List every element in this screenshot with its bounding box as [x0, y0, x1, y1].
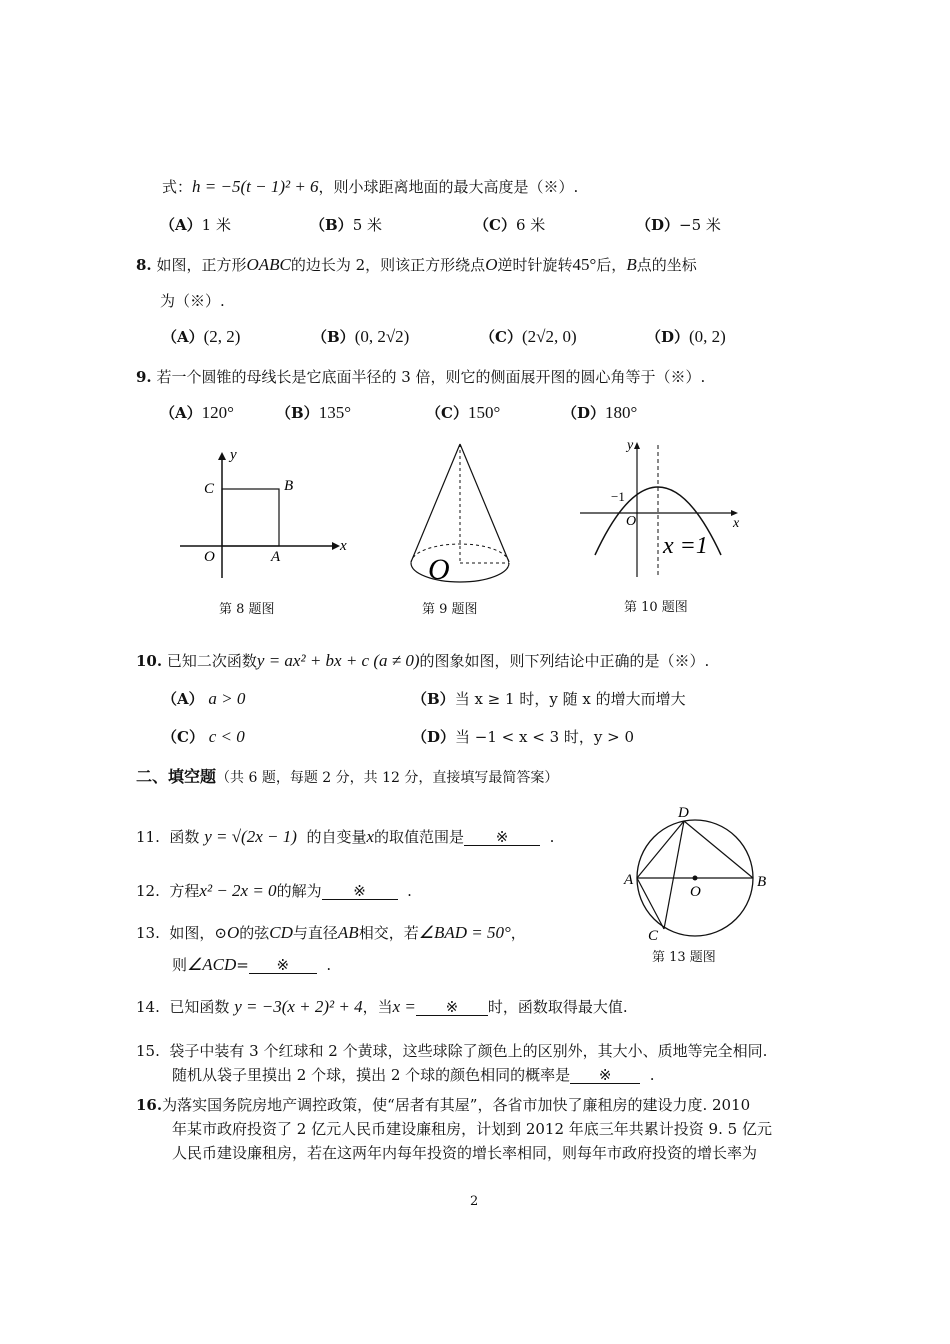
- fig13-caption: 第 13 题图: [652, 950, 716, 965]
- fig9-caption: 第 9 题图: [422, 602, 478, 617]
- q14-blank: ※: [416, 999, 488, 1016]
- q16-line3: 人民币建设廉租房，若在这两年内每年投资的增长率相同，则每年市政府投资的增长率为: [172, 1144, 758, 1162]
- fig8-square: [222, 489, 279, 546]
- q10-option-c: （C） c < 0: [162, 727, 245, 746]
- q7-option-c: （C）6 米: [474, 216, 546, 234]
- q7-option-a: （A）1 米: [160, 216, 231, 234]
- q7-option-b: （B）5 米: [310, 216, 382, 234]
- q12: 12. 方程x² − 2x = 0的解为 ※ .: [136, 881, 412, 900]
- fig13-label-d: D: [678, 805, 689, 821]
- fig10-label-axis: x =1: [663, 533, 708, 559]
- page-number: 2: [470, 1194, 479, 1209]
- figure-10: [575, 437, 750, 587]
- q11: 11. 函数 y = √(2x − 1) 的自变量x的取值范围是 ※ .: [136, 827, 555, 846]
- figure-9: [404, 436, 518, 588]
- q9-option-b: （B）135°: [276, 403, 351, 422]
- q12-blank: ※: [322, 883, 398, 900]
- fig8-label-y: y: [230, 447, 237, 463]
- fig13-chord-db: [684, 821, 753, 878]
- q8-option-a: （A）(2, 2): [162, 327, 241, 346]
- q8-option-b: （B）(0, 2√2): [312, 327, 410, 346]
- fig13-label-o: O: [690, 884, 701, 900]
- q15-blank: ※: [570, 1067, 640, 1084]
- q8-option-d: （D）(0, 2): [646, 327, 726, 346]
- fig10-label-y: y: [627, 438, 634, 453]
- fig8-label-c: C: [204, 481, 215, 497]
- figure-13: [620, 802, 770, 942]
- q16-line2: 年某市政府投资了 2 亿元人民币建设廉租房，计划到 2012 年底三年共累计投资 9. 5 亿元: [172, 1120, 772, 1138]
- q7-prefix: 式：: [162, 178, 193, 196]
- q8-option-c: （C）(2√2, 0): [480, 327, 577, 346]
- fig8-y-arrow: [218, 452, 226, 460]
- fig13-label-c: C: [648, 928, 659, 942]
- fig8-caption: 第 8 题图: [219, 602, 275, 617]
- q13-blank: ※: [249, 957, 317, 974]
- q7-suffix: ，则小球距离地面的最大高度是（※）.: [318, 178, 579, 196]
- fig10-label-o: O: [626, 514, 637, 529]
- figure-8: [170, 440, 360, 590]
- fig8-label-b: B: [284, 478, 294, 494]
- q10-option-a: （A） a > 0: [162, 689, 246, 708]
- fig8-x-arrow: [332, 542, 340, 550]
- q11-blank: ※: [464, 829, 540, 846]
- fig13-center-dot: [693, 876, 698, 881]
- fig8-label-x: x: [340, 538, 347, 554]
- fig8-label-o: O: [204, 549, 215, 565]
- q7-formula: h = −5(t − 1)² + 6: [192, 177, 319, 196]
- q7-option-d: （D）−5 米: [636, 216, 721, 234]
- fig10-caption: 第 10 题图: [624, 600, 688, 615]
- fig13-label-a: A: [624, 872, 634, 888]
- q15-line1: 15. 袋子中装有 3 个红球和 2 个黄球，这些球除了颜色上的区别外，其大小、质地等完全相同.: [136, 1042, 768, 1060]
- q14: 14. 已知函数 y = −3(x + 2)² + 4，当x = ※ 时，函数取得最大值.: [136, 997, 628, 1016]
- fig13-label-b: B: [757, 874, 767, 890]
- fig13-chord-ac: [637, 878, 664, 929]
- q7-stem: [162, 176, 578, 197]
- section-2-title: 二、填空题: [136, 767, 217, 786]
- q8-stem-line2: 为（※）.: [160, 292, 225, 310]
- q9-option-d: （D）180°: [562, 403, 638, 422]
- fig10-y-arrow: [634, 442, 640, 449]
- fig10-label-minus1: −1: [611, 489, 625, 504]
- section-2-heading: [136, 764, 558, 787]
- q13-line2: 则∠ACD= ※ .: [172, 955, 332, 974]
- fig9-label-o: O: [428, 553, 450, 586]
- fig10-label-x: x: [733, 516, 740, 531]
- q16-line1: 16.为落实国务院房地产调控政策，使“居者有其屋”，各省市加快了廉租房的建设力度. 2010: [136, 1096, 751, 1114]
- section-2-desc: （共 6 题，每题 2 分，共 12 分，直接填写最简答案）: [216, 770, 559, 786]
- q10-option-d: （D）当 −1 < x < 3 时，y > 0: [412, 728, 634, 746]
- fig8-label-a: A: [271, 549, 281, 565]
- q9-option-c: （C）150°: [426, 403, 501, 422]
- q13: 13. 如图，⊙O的弦CD与直径AB相交，若∠BAD = 50°，: [136, 923, 526, 942]
- q10-option-b: （B）当 x ≥ 1 时，y 随 x 的增大而增大: [412, 690, 686, 708]
- fig13-chord-cd: [664, 821, 684, 929]
- q9-stem: 9. 若一个圆锥的母线长是它底面半径的 3 倍，则它的侧面展开图的圆心角等于（※）.: [136, 368, 706, 386]
- q10-stem: 10. 已知二次函数y = ax² + bx + c (a ≠ 0)的图象如图，则下列结论中正确的是（※）.: [136, 651, 710, 670]
- q15-line2: 随机从袋子里摸出 2 个球，摸出 2 个球的颜色相同的概率是 ※ .: [172, 1066, 655, 1084]
- q8-stem: 8. 如图，正方形OABC的边长为 2，则该正方形绕点O逆时针旋转45°后，B点的坐标: [136, 255, 697, 274]
- q9-option-a: （A）120°: [160, 403, 234, 422]
